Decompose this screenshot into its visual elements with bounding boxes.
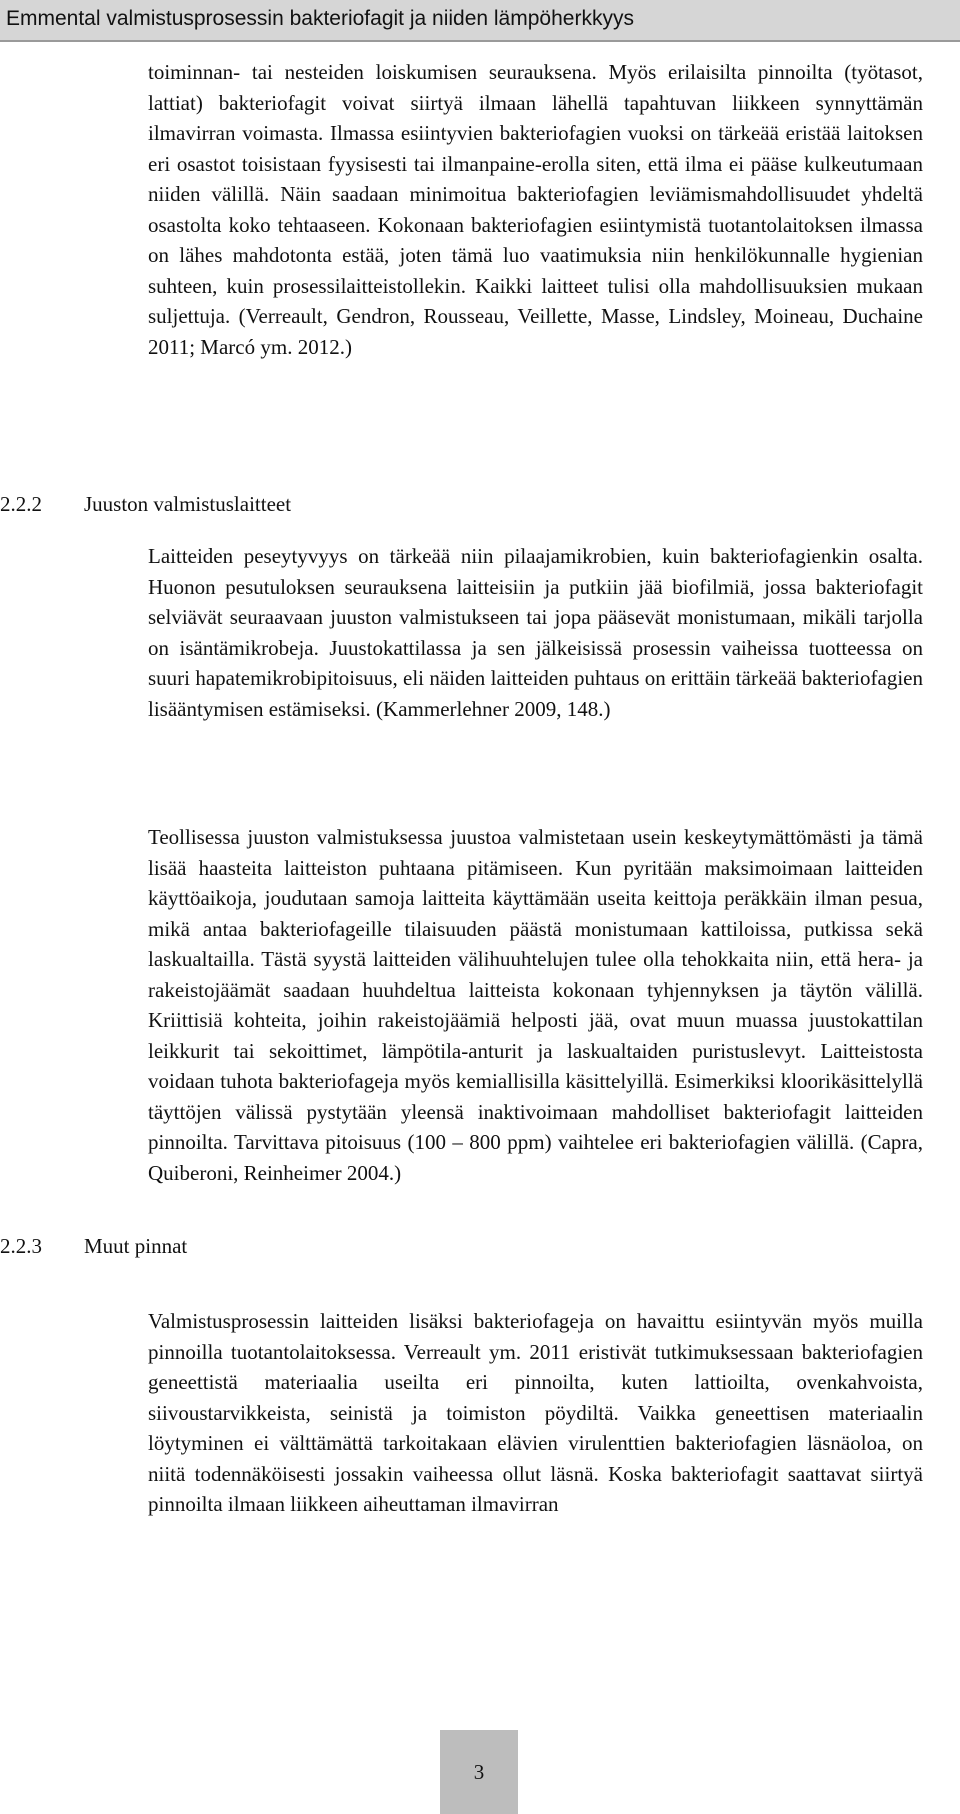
running-header — [0, 0, 960, 42]
section-number: 2.2.3 — [0, 1234, 42, 1258]
section-title: Juuston valmistuslaitteet — [84, 492, 292, 516]
body-paragraph: toiminnan- tai nesteiden loiskumisen seurauksena. Myös erilaisilta pinnoilta (työtasot, lattiat) bakteriofagit voivat siirtyä ilmaan lähellä tapahtuvan liikkeen synnyttämän ilmavirran voimasta. Ilmassa esiintyvien bakteriofagien vuoksi on tärkeää eristää laitoksen eri osastot toisistaan fyysisesti tai ilmanpaine-erolla siten, että ilma ei pääse kulkeutumaan niiden välillä. Näin saadaan minimoitua bakteriofagien leviämismahdollisuudet yhdeltä osastolta koko tehtaaseen. Kokonaan bakteriofagien esiintymistä tuotantolaitoksen ilmassa on lähes mahdotonta estää, joten tämä luo vaatimuksia niin henkilökunnalle hygienian suhteen, kuin prosessilaitteistollekin. Kaikki laitteet tulisi olla mahdollisuuksien mukaan suljettuja. (Verreault, Gendron, Rousseau, Veillette, Masse, Lindsley, Moineau, Duchaine 2011; Marcó ym. 2012.) — [148, 60, 923, 359]
page-number: 3 — [473, 1760, 485, 1784]
body-paragraph: Laitteiden peseytyvyys on tärkeää niin pilaajamikrobien, kuin bakteriofagienkin osalta. Huonon pesutuloksen seurauksena laitteisiin ja putkiin jää biofilmiä, jossa bakteriofagit selviävät seuraavaan juuston valmistukseen tai jopa pääsevät monistumaan, mikäli tarjolla on isäntämikrobeja. Juustokattilassa ja sen jälkeisissä prosessin vaiheissa tuotteessa on suuri hapatemikrobipitoisuus, eli näiden laitteiden puhtaus on erittäin tärkeää bakteriofagien lisääntymisen estämiseksi. (Kammerlehner 2009, 148.) — [148, 544, 923, 721]
page-number-box — [440, 1730, 518, 1814]
section-number: 2.2.2 — [0, 492, 42, 516]
body-paragraph: Teollisessa juuston valmistuksessa juustoa valmistetaan usein keskeytymättömästi ja tämä lisää haasteita laitteiston puhtaana pitämiseen. Kun pyritään maksimoimaan laitteiden käyttöaikoja, joudutaan samoja laitteita käyttämään useita keittoja peräkkäin ilman pesua, mikä antaa bakteriofageille tilaisuuden päästä monistumaan kattiloissa, putkissa sekä laskualtailla. Tästä syystä laitteiden välihuuhtelujen tulee olla tehokkaita niin, että hera- ja rakeistojäämät saadaan huuhdeltua laitteista kokonaan tyhjennyksen ja täytön välillä. Kriittisiä kohteita, joihin rakeistojäämiä helposti jää, ovat muun muassa juustokattilan leikkurit tai sekoittimet, lämpötila-anturit ja laskualtaiden puristuslevyt. Laitteistosta voidaan tuhota bakteriofageja myös kemiallisilla käsittelyillä. Esimerkiksi kloorikäsittelyllä täyttöjen välissä pystytään yleensä inaktivoimaan mahdolliset bakteriofagit laitteiden pinnoilta. Tarvittava pitoisuus (100 – 800 ppm) vaihtelee eri bakteriofagien välillä. (Capra, Quiberoni, Reinheimer 2004.) — [148, 825, 923, 1185]
section-title: Muut pinnat — [84, 1234, 188, 1258]
document-title: Emmental valmistusprosessin bakteriofagit ja niiden lämpöherkkyys — [6, 7, 634, 30]
body-paragraph: Valmistusprosessin laitteiden lisäksi bakteriofageja on havaittu esiintyvän myös muilla pinnoilla tuotantolaitoksessa. Verreault ym. 2011 eristivät tutkimuksessaan bakteriofagien geneettistä materiaalia useilta eri pinnoilta, kuten lattioilta, ovenkahvoista, siivoustarvikkeista, seinistä ja toimiston pöydiltä. Vaikka geneettisen materiaalin löytyminen ei välttämättä tarkoitakaan elävien virulenttien bakteriofagien läsnäoloa, on niitä todennäköisesti jossakin vaiheessa ollut läsnä. Koska bakteriofagit saattavat siirtyä pinnoilta ilmaan liikkeen aiheuttaman ilmavirran — [148, 1309, 923, 1516]
